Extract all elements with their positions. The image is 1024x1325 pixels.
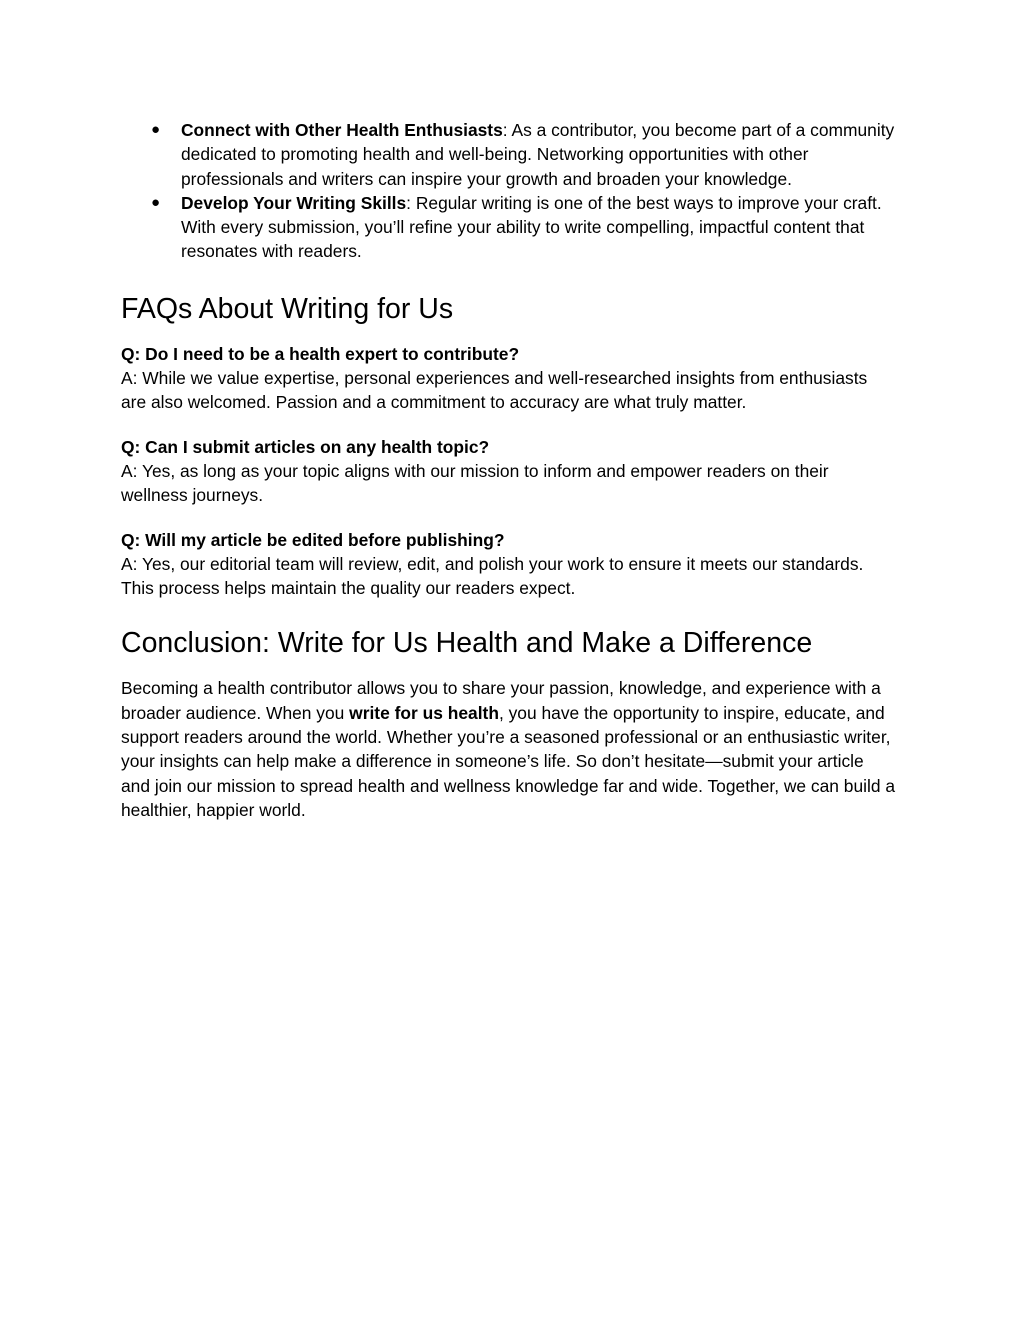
bullet-title: Connect with Other Health Enthusiasts (181, 120, 503, 140)
faq-answer: A: Yes, as long as your topic aligns with our mission to inform and empower readers on their wellness journeys. (121, 460, 829, 506)
document-page (121, 118, 896, 822)
benefits-list (121, 118, 896, 264)
faq-answer: A: Yes, our editorial team will review, edit, and polish your work to ensure it meets our standards. This process helps maintain the quality our readers expect. (121, 553, 864, 599)
faq-heading: FAQs About Writing for Us (121, 292, 454, 325)
faq-question: Q: Will my article be edited before publishing? (121, 529, 505, 550)
bullet-text: : As a contributor, you become part of a community dedicated to promoting health and well-being. Networking opportunities with other professionals and writers can inspire your growth and broaden your knowledge. (181, 120, 895, 189)
faq-answer: A: While we value expertise, personal experiences and well-researched insights from enthusiasts are also welcomed. Passion and a commitment to accuracy are what truly matter. (121, 368, 868, 413)
conclusion-text-end: , you have the opportunity to inspire, educate, and support readers around the world. Whether you’re a seasoned professional or an enthusiastic writer, your insights can help make a difference in someone’s life. So don’t hesitate—submit your article and join our mission to spread health and wellness knowledge far and wide. Together, we can build a healthier, happier world. (121, 702, 896, 820)
conclusion-heading: Conclusion: Write for Us Health and Make a Difference (121, 627, 813, 660)
list-item (121, 118, 896, 191)
faq-question: Q: Can I submit articles on any health topic? (121, 436, 490, 457)
bullet-icon: ● (151, 121, 161, 138)
bullet-title: Develop Your Writing Skills (181, 192, 407, 213)
list-item (121, 191, 896, 264)
conclusion-paragraph (121, 676, 896, 822)
faq-item (121, 528, 896, 601)
conclusion-text-start: Becoming a health contributor allows you to share your passion, knowledge, and experience with a broader audience. When you (121, 678, 881, 723)
bullet-text: : Regular writing is one of the best ways to improve your craft. With every submission, you’ll refine your ability to write compelling, impactful content that resonates with readers. (181, 192, 882, 262)
bullet-icon: ● (151, 193, 161, 211)
faq-item (121, 435, 896, 508)
faq-question: Q: Do I need to be a health expert to contribute? (121, 343, 520, 364)
faq-item (121, 342, 896, 415)
conclusion-keyword: write for us health (349, 702, 499, 723)
